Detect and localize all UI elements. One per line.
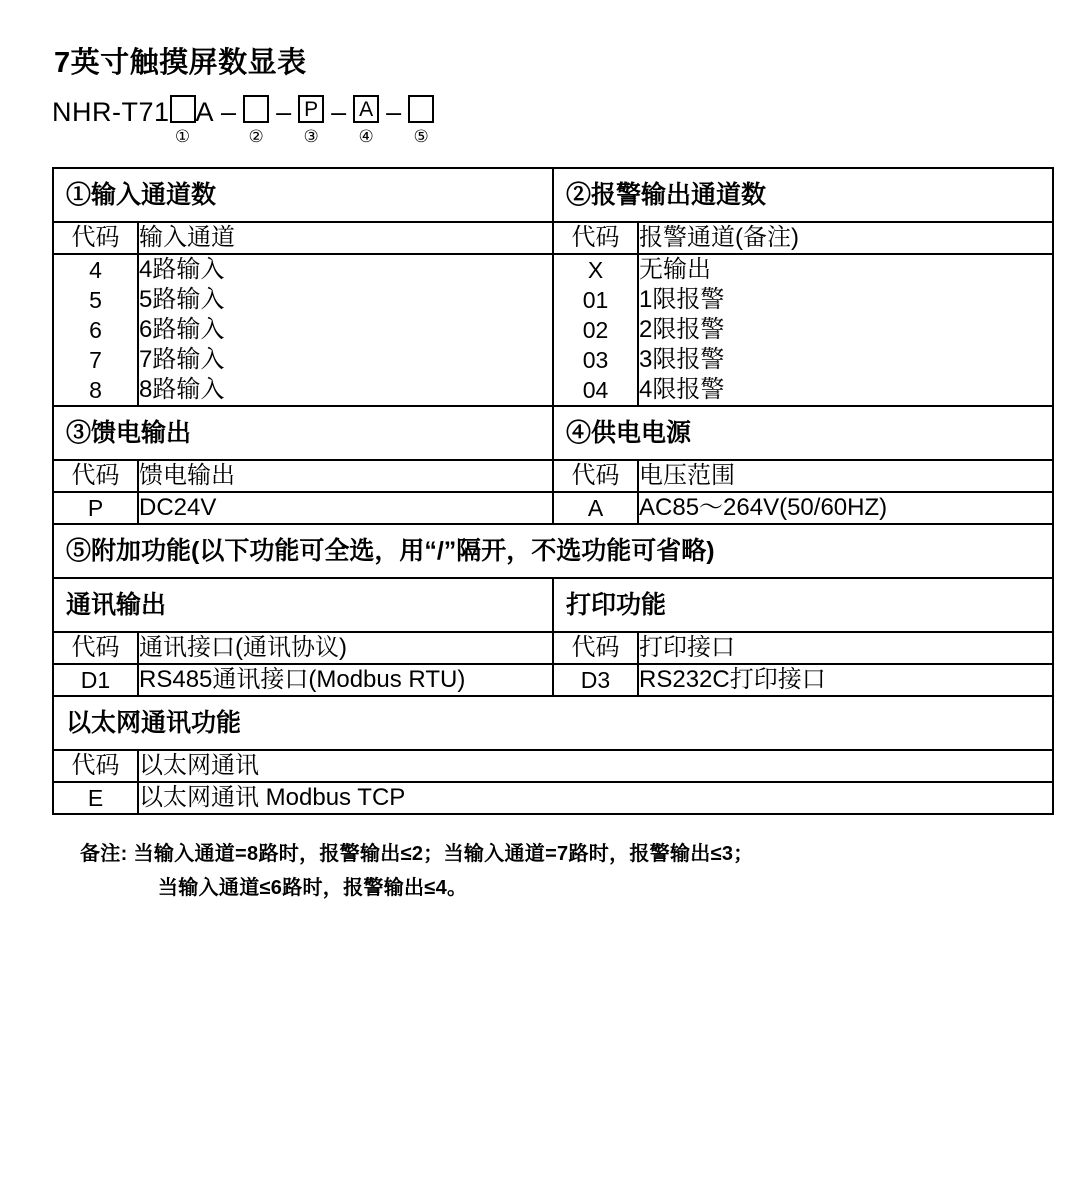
cell-section3-rows (53, 492, 553, 524)
cell-section2-header (553, 168, 1053, 222)
section1-header-text: ①输入通道数 (66, 181, 217, 209)
model-code-line (52, 95, 1040, 157)
section3-col-code: 代码 (54, 461, 138, 491)
cell-section4-rows (553, 492, 1053, 524)
row-code: 04 (554, 375, 638, 405)
model-box-2-segment (243, 95, 269, 147)
table-row-collabels-1-2 (53, 222, 1053, 254)
table-row-collabels-3-4 (53, 460, 1053, 492)
print-rows (554, 665, 1052, 695)
row-value: 8路输入 (138, 375, 552, 405)
row-code: 8 (54, 375, 138, 405)
table-row-ethernet-data (53, 782, 1053, 814)
model-box-4: A (353, 95, 379, 123)
model-dash-2-segment (269, 95, 298, 129)
row-value: 5路输入 (138, 285, 552, 315)
section2-col-code: 代码 (554, 223, 638, 253)
cell-section2-cols (553, 222, 1053, 254)
row-value: 6路输入 (138, 315, 552, 345)
row-value: 无输出 (638, 255, 1052, 285)
row-value: 4路输入 (138, 255, 552, 285)
section2-col-grid (554, 223, 1052, 253)
row-code: 4 (54, 255, 138, 285)
model-box-3: P (298, 95, 324, 123)
model-box-2 (243, 95, 269, 123)
ethernet-header-text: 以太网通讯功能 (66, 709, 242, 737)
row-code: 01 (554, 285, 638, 315)
table-row (554, 285, 1052, 315)
model-mid-segment (196, 95, 215, 129)
section1-col-code: 代码 (54, 223, 138, 253)
cell-print-header (553, 578, 1053, 632)
table-row (54, 255, 552, 285)
model-marker-4: ④ (358, 127, 374, 146)
page-title: 7英寸触摸屏数显表 (54, 47, 307, 79)
table-row (554, 255, 1052, 285)
row-code: E (54, 783, 138, 813)
note-line-1 (80, 837, 1040, 871)
table-row (54, 665, 552, 695)
model-prefix: NHR-T71 (52, 97, 170, 127)
cell-section1-rows (53, 254, 553, 406)
section3-header-text: ③馈电输出 (66, 419, 192, 447)
cell-print-rows (553, 664, 1053, 696)
ethernet-col-grid (54, 751, 1052, 781)
row-code: 02 (554, 315, 638, 345)
footer-note (80, 837, 1040, 905)
table-row-data-1-2 (53, 254, 1053, 406)
cell-ethernet-header (53, 696, 1053, 750)
row-code: 03 (554, 345, 638, 375)
model-box-4-segment (353, 95, 379, 147)
model-box-5 (408, 95, 434, 123)
row-value: 4限报警 (638, 375, 1052, 405)
cell-ethernet-cols (53, 750, 1053, 782)
section1-col-value: 输入通道 (138, 223, 552, 253)
model-dash-2: – (276, 97, 292, 127)
row-value: RS232C打印接口 (638, 665, 1052, 695)
row-value: 1限报警 (638, 285, 1052, 315)
model-dash-3: – (331, 97, 347, 127)
table-row-ethernet-collabels (53, 750, 1053, 782)
model-marker-3: ③ (303, 127, 319, 146)
table-row (54, 285, 552, 315)
model-marker-2: ② (248, 127, 264, 146)
note-label: 备注: (80, 843, 128, 865)
print-col-code: 代码 (554, 633, 638, 663)
section4-rows (554, 493, 1052, 523)
cell-section1-cols (53, 222, 553, 254)
cell-section3-cols (53, 460, 553, 492)
section2-col-value: 报警通道(备注) (638, 223, 1052, 253)
comm-col-grid (54, 633, 552, 663)
comm-header-text: 通讯输出 (66, 591, 167, 619)
section3-col-grid (54, 461, 552, 491)
comm-rows (54, 665, 552, 695)
section4-col-value: 电压范围 (638, 461, 1052, 491)
cell-ethernet-rows (53, 782, 1053, 814)
model-marker-1: ① (174, 127, 191, 146)
cell-section3-header (53, 406, 553, 460)
print-col-grid (554, 633, 1052, 663)
model-dash-4-segment (379, 95, 408, 129)
table-row-comm-print-headers (53, 578, 1053, 632)
model-box-1 (170, 95, 196, 123)
print-header-text: 打印功能 (566, 591, 667, 619)
model-dash-1-segment (214, 95, 243, 129)
note-line-2: 当输入通道≤6路时，报警输出≤4。 (158, 877, 468, 899)
model-dash-1: – (221, 97, 237, 127)
section1-col-grid (54, 223, 552, 253)
table-row (554, 665, 1052, 695)
table-row (554, 315, 1052, 345)
row-value: AC85～264V(50/60HZ) (638, 493, 1052, 523)
cell-section5-header (53, 524, 1053, 578)
row-value: DC24V (138, 493, 552, 523)
model-prefix-segment (52, 95, 170, 129)
cell-comm-cols (53, 632, 553, 664)
section1-rows (54, 255, 552, 405)
table-row-ethernet-header (53, 696, 1053, 750)
table-row (554, 375, 1052, 405)
row-code: D3 (554, 665, 638, 695)
model-marker-5: ⑤ (413, 127, 429, 146)
cell-comm-rows (53, 664, 553, 696)
section3-col-value: 馈电输出 (138, 461, 552, 491)
model-box-1-segment (170, 95, 196, 147)
row-code: 5 (54, 285, 138, 315)
section3-rows (54, 493, 552, 523)
row-value: 3限报警 (638, 345, 1052, 375)
spec-table (52, 167, 1054, 815)
table-row (554, 345, 1052, 375)
cell-section1-header (53, 168, 553, 222)
cell-comm-header (53, 578, 553, 632)
section5-header-text: ⑤附加功能(以下功能可全选，用“/”隔开，不选功能可省略) (66, 537, 715, 565)
table-row (54, 493, 552, 523)
row-code: X (554, 255, 638, 285)
comm-col-code: 代码 (54, 633, 138, 663)
table-row-comm-print-data (53, 664, 1053, 696)
section4-col-code: 代码 (554, 461, 638, 491)
table-row-comm-print-collabels (53, 632, 1053, 664)
section4-col-grid (554, 461, 1052, 491)
section2-header-text: ②报警输出通道数 (566, 181, 767, 209)
model-box-3-segment (298, 95, 324, 147)
cell-section2-rows (553, 254, 1053, 406)
cell-section4-header (553, 406, 1053, 460)
section4-header-text: ④供电电源 (566, 419, 692, 447)
table-row-data-3-4 (53, 492, 1053, 524)
model-box-5-segment (408, 95, 434, 147)
ethernet-col-value: 以太网通讯 (138, 751, 1052, 781)
ethernet-col-code: 代码 (54, 751, 138, 781)
table-row-headers-3-4 (53, 406, 1053, 460)
row-code: 7 (54, 345, 138, 375)
cell-print-cols (553, 632, 1053, 664)
comm-col-value: 通讯接口(通讯协议) (138, 633, 552, 663)
ethernet-rows (54, 783, 1052, 813)
table-row-headers-1-2 (53, 168, 1053, 222)
cell-section4-cols (553, 460, 1053, 492)
table-row (54, 375, 552, 405)
note-text-1: 当输入通道=8路时，报警输出≤2；当输入通道=7路时，报警输出≤3； (133, 843, 754, 865)
row-value: 以太网通讯 Modbus TCP (138, 783, 1052, 813)
print-col-value: 打印接口 (638, 633, 1052, 663)
row-code: P (54, 493, 138, 523)
section2-rows (554, 255, 1052, 405)
model-dash-4: – (386, 97, 402, 127)
row-code: D1 (54, 665, 138, 695)
table-row (54, 315, 552, 345)
table-row (554, 493, 1052, 523)
model-mid: A (195, 97, 215, 127)
row-value: 7路输入 (138, 345, 552, 375)
row-code: 6 (54, 315, 138, 345)
row-value: 2限报警 (638, 315, 1052, 345)
table-row (54, 345, 552, 375)
table-row-section5-header (53, 524, 1053, 578)
row-code: A (554, 493, 638, 523)
model-dash-3-segment (324, 95, 353, 129)
table-row (54, 783, 1052, 813)
row-value: RS485通讯接口(Modbus RTU) (138, 665, 552, 695)
